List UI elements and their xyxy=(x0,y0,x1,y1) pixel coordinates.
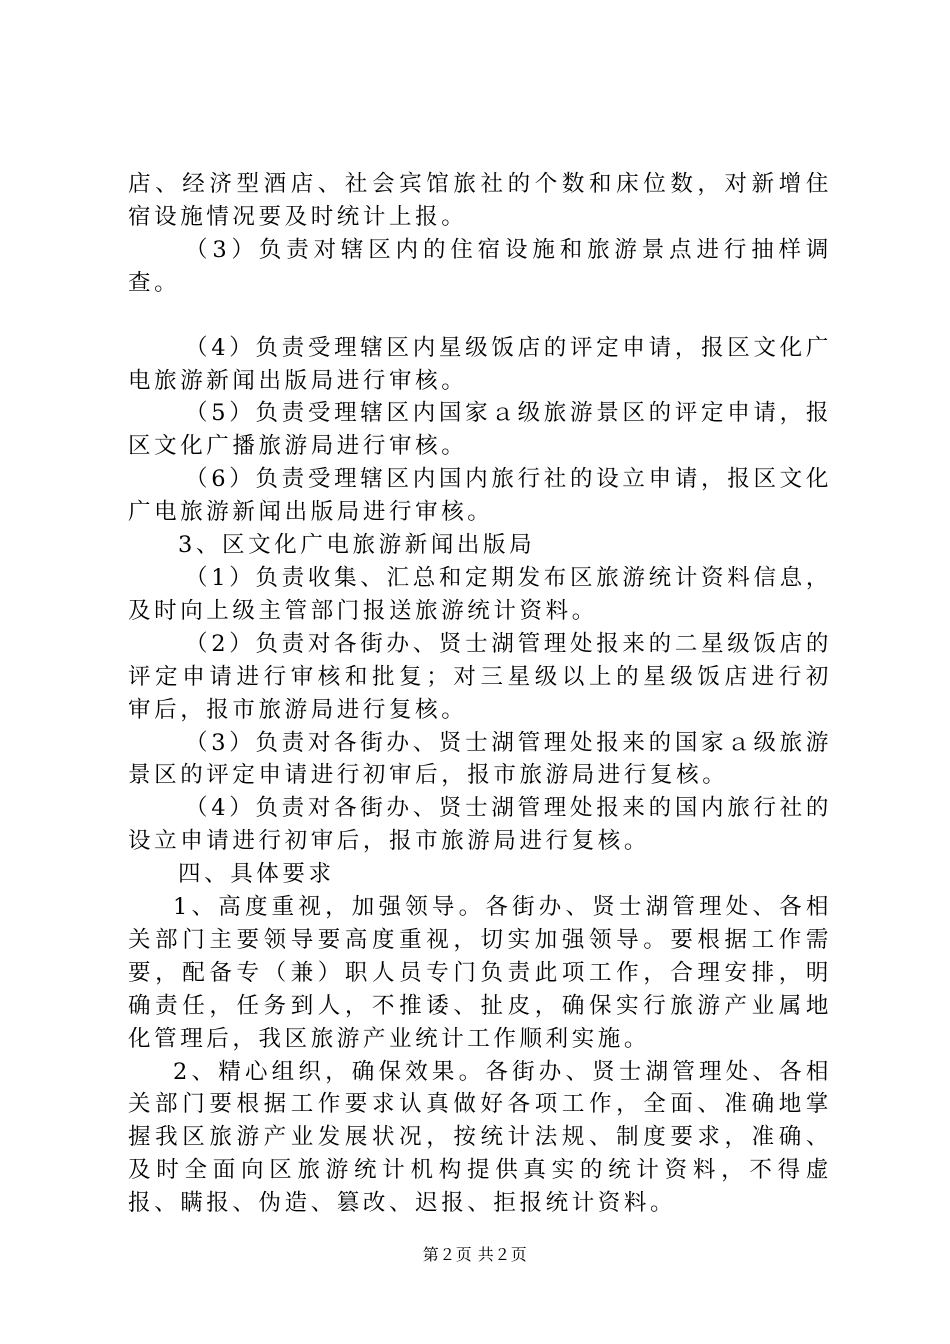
document-body xyxy=(128,168,832,1220)
section-heading-requirements: 四、具体要求 xyxy=(178,861,335,888)
paragraph-a-level-scenic-application: （5）负责受理辖区内国家ａ级旅游景区的评定申请，报区文化广播旅游局进行审核。 xyxy=(128,400,832,460)
paragraph-organization: 2、精心组织，确保效果。各街办、贤士湖管理处、各相关部门要根据工作要求认真做好各项工作，全面、准确地掌握我区旅游产业发展状况，按统计法规、制度要求，准确、及时全面向区旅游统计机构提供真实的统计资料，不得虚报、瞒报、伪造、篡改、迟报、拒报统计资料。 xyxy=(128,1058,832,1217)
paragraph-leadership: 1、高度重视，加强领导。各街办、贤士湖管理处、各相关部门主要领导要高度重视，切实加强领导。要根据工作需要，配备专（兼）职人员专门负责此项工作，合理安排，明确责任，任务到人，不推诿、扯皮，确保实行旅游产业属地化管理后，我区旅游产业统计工作顺利实施。 xyxy=(128,894,832,1052)
paragraph-review-scenic: （3）负责对各街办、贤士湖管理处报来的国家ａ级旅游景区的评定申请进行初审后，报市旅游局进行复核。 xyxy=(128,729,832,789)
paragraph-sampling-survey: （3）负责对辖区内的住宿设施和旅游景点进行抽样调查。 xyxy=(128,236,832,296)
section-heading-bureau: 3、区文化广电旅游新闻出版局 xyxy=(178,532,536,559)
paragraph-lodging-stats: 店、经济型酒店、社会宾馆旅社的个数和床位数，对新增住宿设施情况要及时统计上报。 xyxy=(128,171,832,230)
blank-line xyxy=(128,300,832,332)
paragraph-travel-agency-application: （6）负责受理辖区内国内旅行社的设立申请，报区文化广电旅游新闻出版局进行审核。 xyxy=(128,466,832,526)
page-number-footer: 第２页 共２页 xyxy=(422,1245,528,1264)
paragraph-collect-statistics: （1）负责收集、汇总和定期发布区旅游统计资料信息，及时向上级主管部门报送旅游统计资料。 xyxy=(128,564,832,624)
paragraph-star-hotel-application: （4）负责受理辖区内星级饭店的评定申请，报区文化广电旅游新闻出版局进行审核。 xyxy=(128,334,832,394)
paragraph-review-agency: （4）负责对各街办、贤士湖管理处报来的国内旅行社的设立申请进行初审后，报市旅游局进行复核。 xyxy=(128,795,832,855)
paragraph-review-two-star: （2）负责对各街办、贤士湖管理处报来的二星级饭店的评定申请进行审核和批复；对三星级以上的星级饭店进行初审后，报市旅游局进行复核。 xyxy=(128,630,832,723)
